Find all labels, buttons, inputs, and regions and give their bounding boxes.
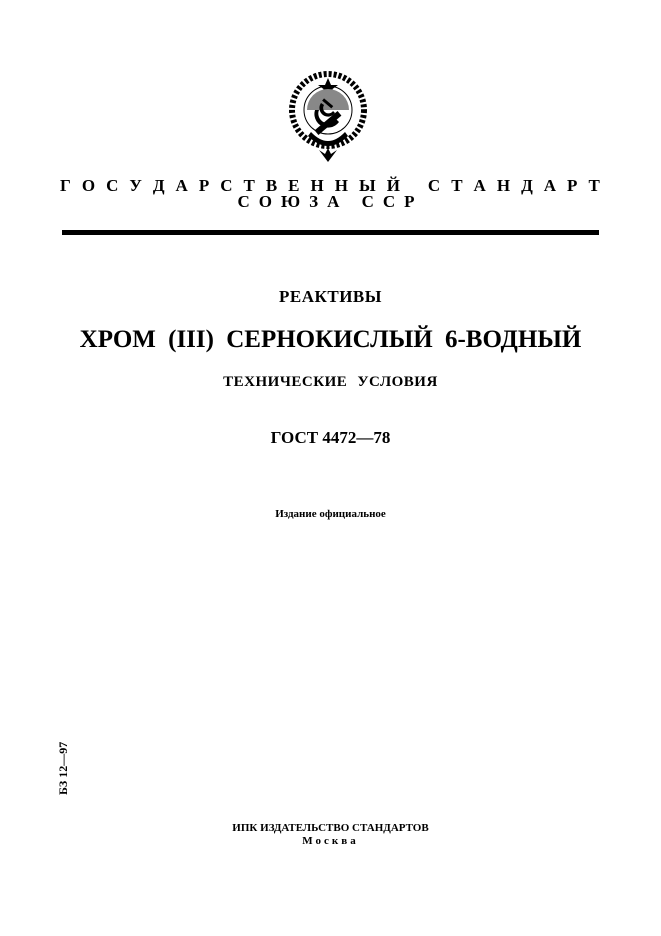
header-letter: С <box>220 176 233 195</box>
header-letter: У <box>129 176 142 195</box>
header-letter: В <box>265 176 278 195</box>
header-letter: Р <box>198 176 210 195</box>
header-letter: А <box>543 176 557 195</box>
header-letter: Н <box>310 176 324 195</box>
document-subtitle: ТЕХНИЧЕСКИЕ УСЛОВИЯ <box>223 374 438 390</box>
state-emblem-icon <box>285 70 371 166</box>
header-letter: А <box>473 176 486 195</box>
header-letter: О <box>81 176 96 195</box>
city: Москва <box>302 835 359 847</box>
header-letter: Г <box>60 176 71 195</box>
header-letter: Р <box>567 176 578 195</box>
header-letter: А <box>175 176 188 195</box>
side-code: БЗ 12—97 <box>56 741 70 795</box>
header-letter: Ы <box>358 176 376 195</box>
header-letter: Т <box>243 176 255 195</box>
header-letter: Й <box>386 176 400 195</box>
header-letter: Д <box>521 176 533 195</box>
edition-note: Издание официальное <box>275 508 386 520</box>
header-letter: Н <box>334 176 348 195</box>
header-line-2: СОЮЗА ССР <box>237 192 424 211</box>
document-subject: РЕАКТИВЫ <box>279 287 382 306</box>
header-letter: Е <box>288 176 300 195</box>
document-title: ХРОМ (III) СЕРНОКИСЛЫЙ 6-ВОДНЫЙ <box>79 326 582 353</box>
standard-number: ГОСТ 4472—78 <box>270 428 391 447</box>
header-letter: Т <box>451 176 463 195</box>
publisher: ИПК ИЗДАТЕЛЬСТВО СТАНДАРТОВ <box>232 822 429 834</box>
header-letter: С <box>427 176 441 195</box>
header-letter: Д <box>152 176 165 195</box>
header-letter: С <box>106 176 119 195</box>
title-rule <box>62 230 599 235</box>
header-letter: Н <box>496 176 511 195</box>
header-letter: Т <box>588 176 600 195</box>
